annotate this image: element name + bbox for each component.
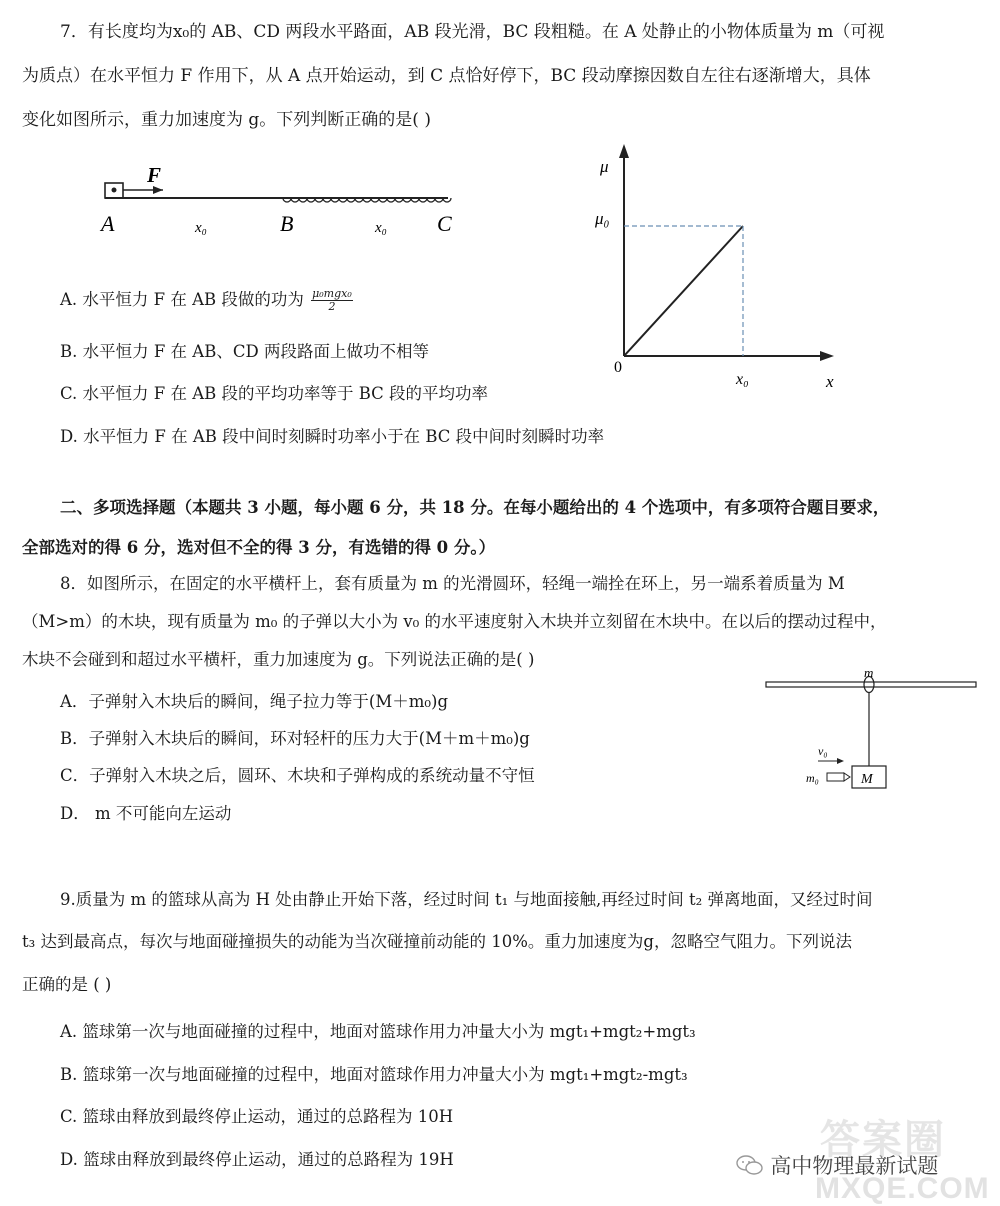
q8-option-d[interactable]: D． m 不可能向左运动 [60, 804, 232, 823]
velocity-arrowhead [837, 758, 844, 764]
y-axis-label: μ [600, 157, 609, 176]
q7-option-a-text: A. 水平恒力 F 在 AB 段做的功为 [60, 290, 304, 309]
x0-label: x₀ [736, 371, 749, 388]
wechat-account-name: 高中物理最新试题 [770, 1155, 939, 1178]
fraction-numerator: μ₀mgx₀ [312, 286, 352, 300]
section2-heading-line2: 全部选对的得 6 分，选对但不全的得 3 分，有选错的得 0 分。） [22, 538, 496, 557]
q7-mu-graph [590, 140, 850, 395]
length-x0-left: x₀ [195, 220, 207, 236]
point-C: C [437, 211, 452, 236]
bullet-tip [844, 773, 850, 781]
q8-option-b[interactable]: B．子弹射入木块后的瞬间，环对轻杆的压力大于(M＋m＋m₀)g [60, 729, 530, 748]
force-label: F [147, 163, 162, 187]
site-watermark-top: 答案圈 [820, 1118, 946, 1162]
q8-stem-line3: 木块不会碰到和超过水平横杆，重力加速度为 g。下列说法正确的是( ) [22, 650, 535, 669]
length-x0-right: x₀ [375, 220, 387, 236]
velocity-label: v₀ [818, 744, 828, 758]
y-axis-arrow [619, 144, 629, 158]
q9-option-a[interactable]: A. 篮球第一次与地面碰撞的过程中，地面对篮球作用力冲量大小为 mgt₁+mgt₂+mgt₃ [60, 1022, 696, 1041]
mu0-label: μ₀ [595, 209, 610, 228]
q9-option-d[interactable]: D. 篮球由释放到最终停止运动，通过的总路程为 19H [60, 1150, 454, 1169]
q9-stem-line3: 正确的是 ( ) [22, 975, 112, 994]
block-dot [112, 188, 117, 193]
q8-stem-line2: （M>m）的木块，现有质量为 m₀ 的子弹以大小为 v₀ 的水平速度射入木块并立刻留在木块中。在以后的摆动过程中， [22, 612, 887, 631]
q9-stem-line2: t₃ 达到最高点，每次与地面碰撞损失的动能为当次碰撞前动能的 10%。重力加速度为g，忽略空气阻力。下列说法 [22, 932, 852, 951]
q7-stem-line3: 变化如图所示，重力加速度为 g。下列判断正确的是( ) [22, 110, 431, 130]
ring-mass-label: m [864, 665, 874, 680]
bullet-mass-label: m₀ [806, 771, 819, 785]
q9-option-c[interactable]: C. 篮球由释放到最终停止运动，通过的总路程为 10H [60, 1107, 454, 1126]
q9-option-b[interactable]: B. 篮球第一次与地面碰撞的过程中，地面对篮球作用力冲量大小为 mgt₁+mgt₂-mgt₃ [60, 1065, 688, 1084]
q8-stem-line1: 8．如图所示，在固定的水平横杆上，套有质量为 m 的光滑圆环，轻绳一端拴在环上，另一端系着质量为 M [60, 574, 845, 593]
force-arrowhead [153, 186, 163, 194]
q8-pendulum-figure [760, 660, 980, 810]
q7-track-figure [95, 160, 475, 245]
q7-option-a-fraction [311, 288, 353, 313]
point-B: B [280, 211, 294, 236]
site-watermark-bottom: MXQE.COM [815, 1172, 990, 1205]
q7-option-a[interactable] [60, 286, 353, 313]
q9-stem-line1: 9.质量为 m 的篮球从高为 H 处由静止开始下落，经过时间 t₁ 与地面接触,再经过时间 t₂ 弹离地面，又经过时间 [60, 890, 873, 909]
section2-heading-line1: 二、多项选择题（本题共 3 小题，每小题 6 分，共 18 分。在每小题给出的 4 个选项中，有多项符合题目要求， [60, 498, 890, 517]
x-axis-label: x [826, 372, 834, 391]
q8-option-a[interactable]: A．子弹射入木块后的瞬间，绳子拉力等于(M＋m₀)g [60, 692, 449, 711]
point-A: A [101, 211, 115, 236]
horizontal-rod [766, 682, 976, 687]
wechat-icon [735, 1153, 765, 1177]
mu-line [624, 226, 743, 356]
x-axis-arrow [820, 351, 834, 361]
fraction-denominator: 2 [328, 300, 336, 313]
block-M-label: M [861, 772, 873, 787]
q7-option-c[interactable]: C. 水平恒力 F 在 AB 段的平均功率等于 BC 段的平均功率 [60, 384, 489, 403]
q7-option-d[interactable]: D. 水平恒力 F 在 AB 段中间时刻瞬时功率小于在 BC 段中间时刻瞬时功率 [60, 427, 605, 446]
origin-label: 0 [614, 359, 622, 376]
q7-stem-line2: 为质点）在水平恒力 F 作用下，从 A 点开始运动，到 C 点恰好停下，BC 段动摩擦因数自左往右逐渐增大，具体 [22, 66, 871, 86]
q7-option-b[interactable]: B. 水平恒力 F 在 AB、CD 两段路面上做功不相等 [60, 342, 429, 361]
bullet [827, 773, 844, 781]
q7-stem-line1: 7．有长度均为x₀的 AB、CD 两段水平路面，AB 段光滑，BC 段粗糙。在 A 处静止的小物体质量为 m（可视 [60, 22, 885, 42]
q8-option-c[interactable]: C．子弹射入木块之后，圆环、木块和子弹构成的系统动量不守恒 [60, 766, 535, 785]
